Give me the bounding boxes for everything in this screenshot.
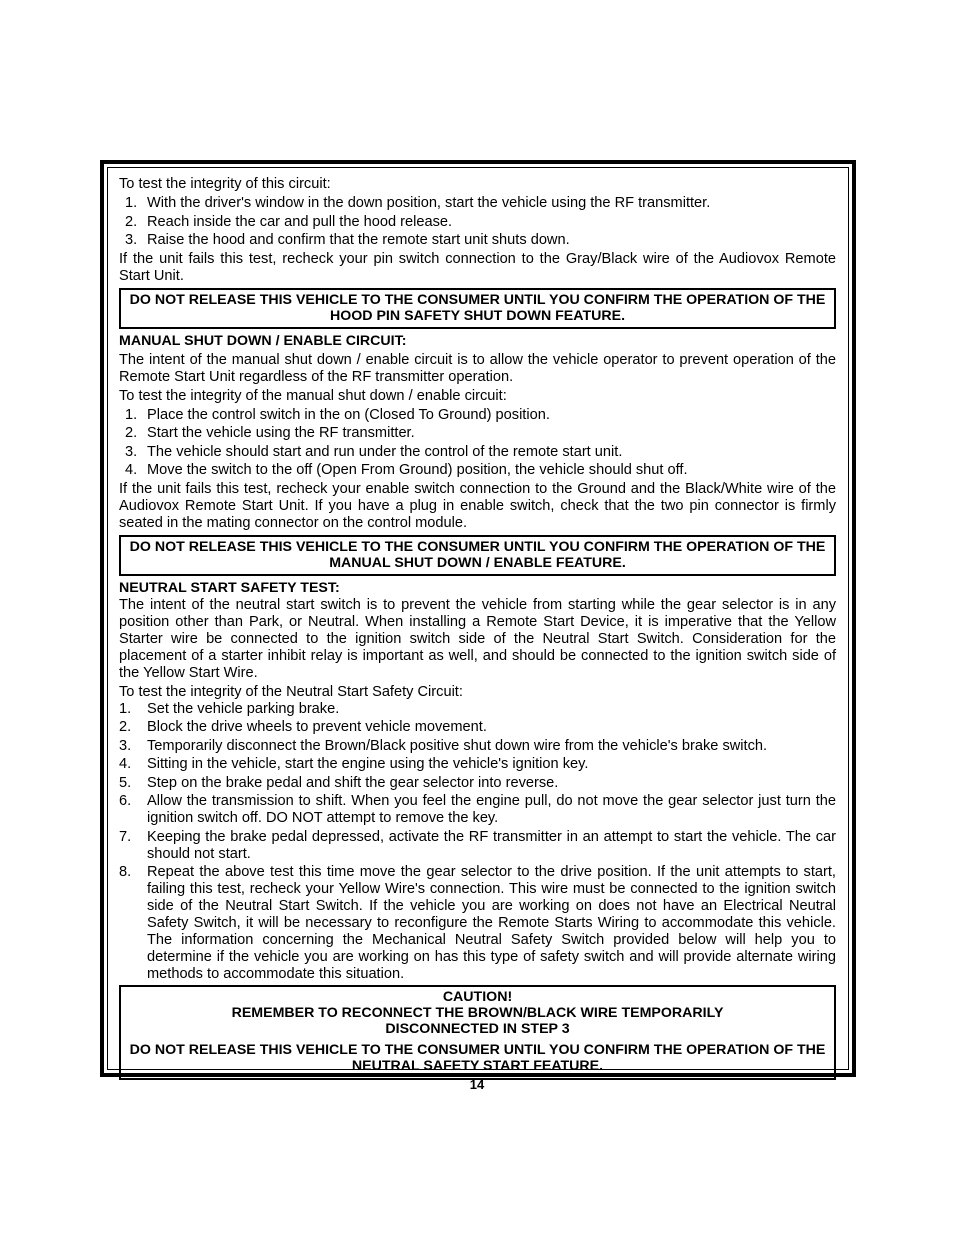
list-item <box>119 719 836 736</box>
list-item-text: Keeping the brake pedal depressed, activate the RF transmitter in an attempt to start the vehicle. The car should not start. <box>147 828 836 862</box>
intro-line: To test the integrity of this circuit: <box>119 176 331 192</box>
list-item <box>119 738 836 755</box>
list-item <box>119 462 836 479</box>
list-item-number: 3. <box>119 737 132 754</box>
list-item-number: 1. <box>119 700 132 717</box>
caution-line-1: REMEMBER TO RECONNECT THE BROWN/BLACK WIRE TEMPORARILY <box>231 1004 724 1021</box>
list-item-text: Reach inside the car and pull the hood release. <box>147 213 453 230</box>
list-item <box>119 864 836 983</box>
list-item-text: Set the vehicle parking brake. <box>147 700 340 717</box>
manual-fail-text: If the unit fails this test, recheck your enable switch connection to the Ground and the Black/White wire of the Audiovox Remote Start Unit. If you have a plug in enable switch, check that the two pin connector is firmly seated in the mating connector on the control module. <box>119 480 836 531</box>
neutral-heading: NEUTRAL START SAFETY TEST: <box>119 579 340 596</box>
list-item <box>119 793 836 827</box>
list-item-text: Place the control switch in the on (Closed To Ground) position. <box>147 406 550 423</box>
list-item-number: 1. <box>125 195 138 211</box>
list-item-text: Step on the brake pedal and shift the gear selector into reverse. <box>147 774 559 791</box>
neutral-test-line: To test the integrity of the Neutral Start Safety Circuit: <box>119 683 463 700</box>
list-item-text: With the driver's window in the down position, start the vehicle using the RF transmitter. <box>147 195 711 211</box>
manual-test-steps <box>119 407 836 480</box>
caution-final-warning: DO NOT RELEASE THIS VEHICLE TO THE CONSUMER UNTIL YOU CONFIRM THE OPERATION OF THE NEUTRAL SAFETY START FEATURE. <box>129 1041 826 1074</box>
list-item <box>119 756 836 773</box>
list-item-number: 8. <box>119 864 132 880</box>
list-item-text: Temporarily disconnect the Brown/Black positive shut down wire from the vehicle's brake switch. <box>147 737 768 754</box>
hood-fail-text: If the unit fails this test, recheck your pin switch connection to the Gray/Black wire of the Audiovox Remote Start Unit. <box>119 250 836 284</box>
list-item-number: 6. <box>119 793 132 809</box>
list-item <box>119 701 836 718</box>
manual-warning-box: DO NOT RELEASE THIS VEHICLE TO THE CONSUMER UNTIL YOU CONFIRM THE OPERATION OF THE MANUAL SHUT DOWN / ENABLE FEATURE. <box>119 535 836 576</box>
list-item-number: 4. <box>125 462 138 478</box>
list-item <box>119 407 836 424</box>
list-item <box>119 195 836 212</box>
list-item-text: Block the drive wheels to prevent vehicle movement. <box>147 719 487 735</box>
list-item-text: Raise the hood and confirm that the remote start unit shuts down. <box>147 232 570 248</box>
list-item-number: 3. <box>125 443 138 460</box>
hood-warning-box: DO NOT RELEASE THIS VEHICLE TO THE CONSUMER UNTIL YOU CONFIRM THE OPERATION OF THE HOOD PIN SAFETY SHUT DOWN FEATURE. <box>119 288 836 329</box>
list-item-text: The vehicle should start and run under the control of the remote start unit. <box>147 443 623 460</box>
list-item-text: Move the switch to the off (Open From Ground) position, the vehicle should shut off. <box>147 462 688 478</box>
manual-test-line: To test the integrity of the manual shut down / enable circuit: <box>119 387 507 404</box>
list-item <box>119 829 836 863</box>
page-content <box>119 176 836 1084</box>
list-item-number: 4. <box>119 756 132 772</box>
list-item-number: 1. <box>125 406 138 423</box>
list-item-text: Repeat the above test this time move the gear selector to the drive position. If the unit attempts to start, failing this test, recheck your Yellow Wire's connection. This wire must be connected to the ignition switch side of the Neutral Start Switch. If the vehicle you are working on does not have an Electrical Neutral Safety Switch, it will be necessary to reconfigure the Remote Starts Wiring to accommodate this vehicle. The information concerning the Mechanical Neutral Safety Switch provided below will help you to determine if the vehicle you are working on has this type of safety switch and will provide alternate wiring methods to accommodate this situation. <box>147 864 836 982</box>
caution-title: CAUTION! <box>442 988 513 1005</box>
hood-test-steps <box>119 195 836 249</box>
caution-box <box>119 985 836 1080</box>
neutral-intent: The intent of the neutral start switch is to prevent the vehicle from starting while the gear selector is in any position other than Park, or Neutral. When installing a Remote Start Device, it is imperative that the Yellow Starter wire be connected to the ignition switch side of the Neutral Start Switch. Consideration for the placement of a starter inhibit relay is important as well, and should be connected to the ignition switch side of the Yellow Start Wire. <box>119 596 836 681</box>
list-item <box>119 214 836 231</box>
manual-heading: MANUAL SHUT DOWN / ENABLE CIRCUIT: <box>119 332 407 349</box>
manual-intent: The intent of the manual shut down / enable circuit is to allow the vehicle operator to prevent operation of the Remote Start Unit regardless of the RF transmitter operation. <box>119 351 836 385</box>
list-item <box>119 444 836 461</box>
list-item-number: 2. <box>125 213 138 230</box>
list-item-number: 2. <box>119 719 132 735</box>
neutral-test-steps <box>119 701 836 984</box>
list-item-text: Allow the transmission to shift. When you feel the engine pull, do not move the gear selector just turn the ignition switch off. DO NOT attempt to remove the key. <box>147 793 836 826</box>
list-item-number: 2. <box>125 425 138 441</box>
list-item-text: Sitting in the vehicle, start the engine using the vehicle's ignition key. <box>147 756 589 772</box>
page-number: 14 <box>469 1077 485 1092</box>
caution-line-2: DISCONNECTED IN STEP 3 <box>385 1020 570 1037</box>
list-item <box>119 232 836 249</box>
list-item-text: Start the vehicle using the RF transmitter. <box>147 425 415 441</box>
list-item-number: 3. <box>125 232 138 248</box>
list-item-number: 5. <box>119 774 132 791</box>
list-item <box>119 775 836 792</box>
list-item-number: 7. <box>119 828 132 845</box>
list-item <box>119 425 836 442</box>
